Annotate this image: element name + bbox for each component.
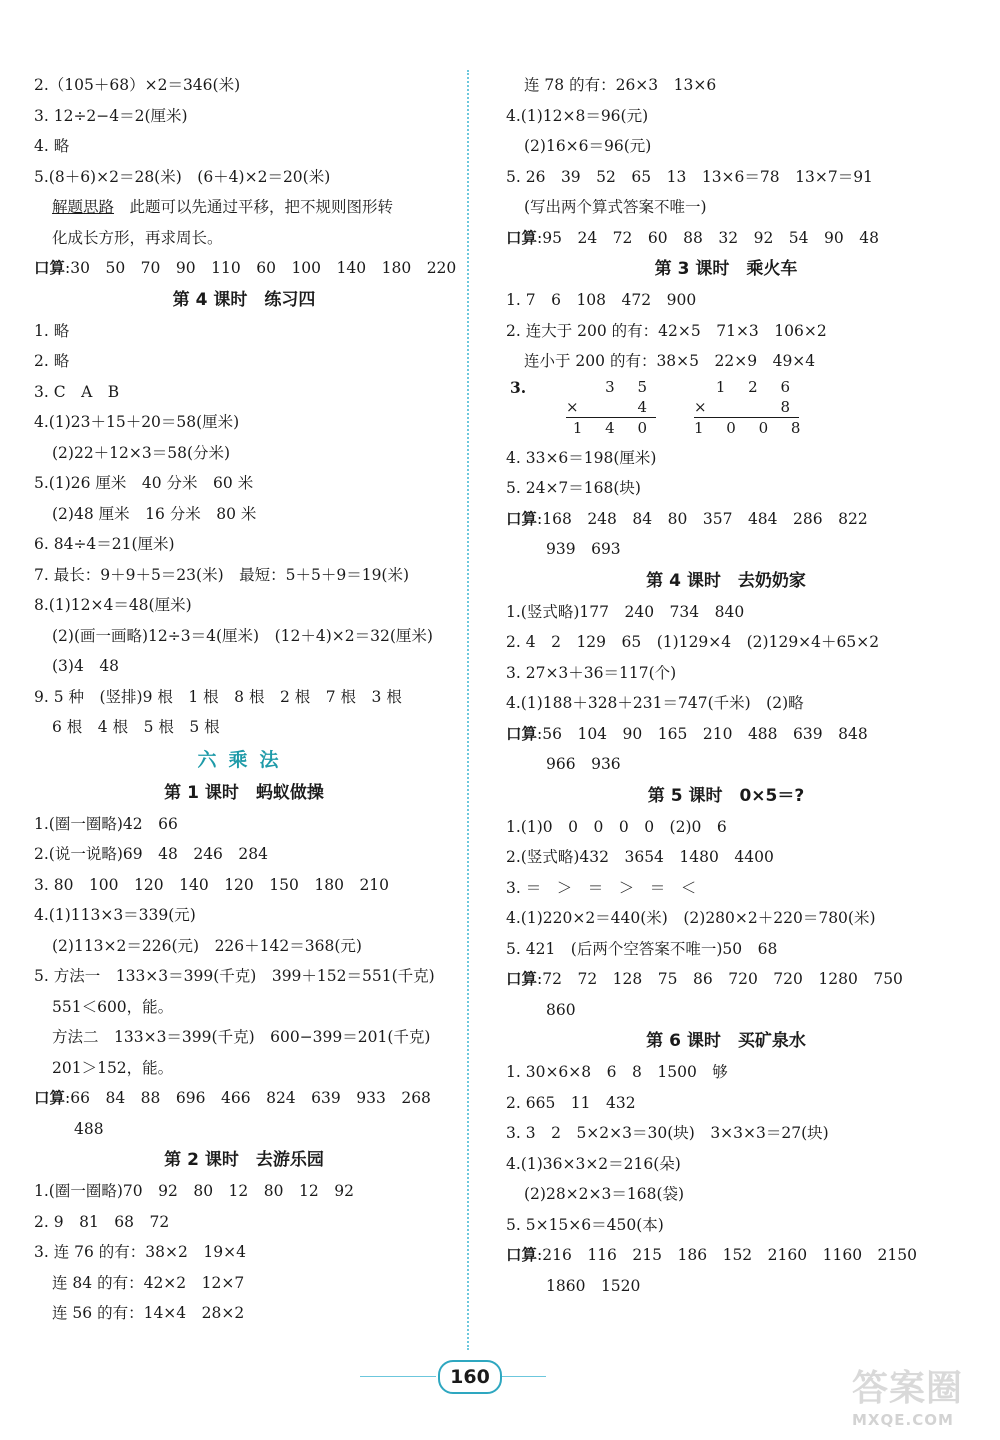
page-number: 160 bbox=[438, 1360, 502, 1394]
answer-line: 1.(1)0 0 0 0 0 (2)0 6 bbox=[506, 817, 727, 836]
answer-line: 1. 30×6×8 6 8 1500 够 bbox=[506, 1063, 728, 1081]
oral-calc-values: :72 72 128 75 86 720 720 1280 750 bbox=[537, 970, 903, 988]
watermark-url: MXQE.COM bbox=[852, 1411, 954, 1429]
calc-multiplier: 8 bbox=[780, 397, 799, 416]
answer-line: (2)28×2×3＝168(袋) bbox=[524, 1185, 685, 1203]
answer-line: 5. 方法一 133×3＝399(千克) 399＋152＝551(千克) bbox=[34, 967, 435, 985]
answer-line: 201＞152，能。 bbox=[52, 1058, 174, 1077]
question-number: 3. bbox=[510, 377, 527, 397]
answer-line: 2. 连大于 200 的有：42×5 71×3 106×2 bbox=[506, 321, 827, 340]
answer-line: (3)4 48 bbox=[52, 657, 120, 675]
answer-line: 2.（105＋68）×2＝346(米) bbox=[34, 76, 241, 94]
oral-calc-label: 口算 bbox=[506, 1245, 538, 1264]
answer-line: 连 78 的有：26×3 13×6 bbox=[524, 76, 717, 94]
answer-line: (写出两个算式答案不唯一) bbox=[524, 198, 707, 216]
answer-line: (2)22＋12×3＝58(分米) bbox=[52, 443, 231, 462]
oral-calc-line bbox=[506, 719, 946, 750]
calc-mult-row bbox=[694, 397, 799, 417]
answer-line: (2)16×6＝96(元) bbox=[524, 137, 652, 155]
answer-line: 551＜600，能。 bbox=[52, 997, 174, 1016]
answer-line: 连 84 的有：42×2 12×7 bbox=[52, 1273, 245, 1292]
calc-top: 1 2 6 bbox=[715, 377, 799, 396]
calc-multiplier: 4 bbox=[637, 397, 656, 416]
oral-calc-values: :56 104 90 165 210 488 639 848 bbox=[537, 724, 868, 743]
vertical-calculations bbox=[506, 377, 946, 439]
answer-line: 5. 24×7＝168(块) bbox=[506, 479, 641, 497]
lesson-heading: 第 6 课时 买矿泉水 bbox=[646, 1031, 806, 1051]
oral-calc-label: 口算 bbox=[506, 969, 538, 988]
answer-line: 4. 略 bbox=[34, 137, 70, 155]
answer-line: 1.(圈一圈略)70 92 80 12 80 12 92 bbox=[34, 1182, 354, 1200]
answer-line: 2. 9 81 68 72 bbox=[34, 1212, 170, 1231]
answer-line: 3. C A B bbox=[34, 382, 120, 401]
right-column bbox=[506, 70, 946, 1301]
answer-line: 9. 5 种 (竖排)9 根 1 根 8 根 2 根 7 根 3 根 bbox=[34, 687, 402, 706]
oral-calc-continued: 488 bbox=[74, 1119, 104, 1138]
lesson-heading: 第 4 课时 练习四 bbox=[172, 289, 316, 310]
oral-calc-values: :66 84 88 696 466 824 639 933 268 bbox=[65, 1089, 431, 1107]
answer-line: 5. 26 39 52 65 13 13×6＝78 13×7＝91 bbox=[506, 167, 873, 186]
answer-line: 4.(1)188＋328＋231＝747(千米) (2)略 bbox=[506, 694, 804, 712]
oral-calc-continued: 939 693 bbox=[546, 540, 621, 558]
answer-line: 5.(8＋6)×2＝28(米) (6＋4)×2＝20(米) bbox=[34, 167, 331, 186]
answer-line: 连小于 200 的有：38×5 22×9 49×4 bbox=[524, 352, 816, 370]
answer-line: 5. 421 (后两个空答案不唯一)50 68 bbox=[506, 939, 778, 958]
lesson-heading: 第 4 课时 去奶奶家 bbox=[646, 570, 806, 591]
answer-line: 4.(1)220×2＝440(米) (2)280×2＋220＝780(米) bbox=[506, 909, 876, 927]
answer-line: 4.(1)12×8＝96(元) bbox=[506, 106, 649, 125]
answer-line: 3. 80 100 120 140 120 150 180 210 bbox=[34, 875, 390, 894]
lesson-heading: 第 1 课时 蚂蚁做操 bbox=[164, 782, 324, 803]
oral-calc-label: 口算 bbox=[506, 227, 538, 247]
oral-calc-label: 口算 bbox=[506, 508, 538, 528]
oral-calc-line bbox=[34, 253, 457, 284]
answer-line: 3. 27×3＋36＝117(个) bbox=[506, 663, 677, 682]
watermark-logo: 答案圈 bbox=[852, 1368, 964, 1409]
watermark bbox=[852, 1360, 982, 1430]
answer-line: 方法二 133×3＝399(千克) 600−399＝201(千克) bbox=[52, 1028, 431, 1046]
answer-line: 4.(1)113×3＝339(元) bbox=[34, 906, 196, 924]
lesson-heading: 第 3 课时 乘火车 bbox=[654, 259, 798, 279]
times-sign: × bbox=[566, 397, 579, 416]
answer-line: 6 根 4 根 5 根 5 根 bbox=[52, 718, 220, 736]
oral-calc-values: :216 116 215 186 152 2160 1160 2150 bbox=[537, 1246, 918, 1264]
vertical-calc-1 bbox=[566, 377, 656, 439]
hint-continued: 化成长方形，再求周长。 bbox=[52, 228, 223, 247]
calc-result: 1 0 0 8 bbox=[694, 418, 810, 437]
oral-calc-line bbox=[506, 1240, 946, 1271]
oral-calc-label: 口算 bbox=[506, 723, 538, 743]
oral-calc-values: :30 50 70 90 110 60 100 140 180 220 bbox=[65, 259, 457, 277]
oral-calc-line bbox=[506, 964, 946, 995]
answer-line: 2. 665 11 432 bbox=[506, 1093, 636, 1112]
oral-calc-label: 口算 bbox=[34, 1088, 66, 1107]
oral-calc-line bbox=[506, 504, 946, 535]
answer-line: 1.(圈一圈略)42 66 bbox=[34, 814, 178, 833]
answer-line: 5.(1)26 厘米 40 分米 60 米 bbox=[34, 474, 254, 492]
answer-line: 2. 略 bbox=[34, 352, 70, 370]
hint-text: 此题可以先通过平移，把不规则图形转 bbox=[114, 198, 394, 216]
column-divider bbox=[467, 70, 469, 1350]
calc-mult-row bbox=[566, 397, 656, 417]
unit-heading: 六乘法 bbox=[197, 748, 291, 771]
answer-line: 6. 84÷4＝21(厘米) bbox=[34, 535, 175, 553]
calc-top: 3 5 bbox=[605, 377, 656, 396]
oral-calc-line bbox=[34, 1083, 454, 1114]
answer-line: 1.(竖式略)177 240 734 840 bbox=[506, 602, 745, 621]
lesson-heading: 第 2 课时 去游乐园 bbox=[164, 1150, 324, 1170]
answer-line: 1. 略 bbox=[34, 321, 70, 340]
answer-line: 3. 3 2 5×2×3＝30(块) 3×3×3＝27(块) bbox=[506, 1124, 829, 1142]
answer-line: 3. ＝ ＞ ＝ ＞ ＝ ＜ bbox=[506, 878, 697, 897]
answer-line: 3. 连 76 的有：38×2 19×4 bbox=[34, 1243, 246, 1261]
oral-calc-line bbox=[506, 223, 946, 254]
answer-line: 5. 5×15×6＝450(本) bbox=[506, 1215, 664, 1234]
answer-line: 3. 12÷2−4＝2(厘米) bbox=[34, 106, 188, 125]
calc-result: 1 4 0 bbox=[566, 417, 656, 438]
oral-calc-label: 口算 bbox=[34, 258, 66, 277]
oral-calc-continued: 966 936 bbox=[546, 755, 621, 773]
answer-line: (2)113×2＝226(元) 226＋142＝368(元) bbox=[52, 936, 362, 955]
answer-line: 7. 最长：9＋9＋5＝23(米) 最短：5＋5＋9＝19(米) bbox=[34, 565, 410, 584]
answer-line: 连 56 的有：14×4 28×2 bbox=[52, 1304, 245, 1322]
answer-line: (2)48 厘米 16 分米 80 米 bbox=[52, 504, 257, 523]
answer-line: 1. 7 6 108 472 900 bbox=[506, 291, 697, 309]
left-column bbox=[34, 70, 457, 1329]
answer-line: 8.(1)12×4＝48(厘米) bbox=[34, 596, 192, 614]
footer-rule-left bbox=[360, 1376, 436, 1377]
hint-line bbox=[34, 192, 454, 223]
times-sign: × bbox=[694, 397, 707, 416]
oral-calc-continued: 1860 1520 bbox=[546, 1276, 641, 1295]
oral-calc-values: :95 24 72 60 88 32 92 54 90 48 bbox=[537, 228, 879, 247]
footer-rule-right bbox=[500, 1376, 546, 1377]
oral-calc-continued: 860 bbox=[546, 1000, 576, 1019]
lesson-heading: 第 5 课时 0×5＝? bbox=[647, 785, 805, 806]
answer-line: 4.(1)36×3×2＝216(朵) bbox=[506, 1154, 681, 1173]
oral-calc-values: :168 248 84 80 357 484 286 822 bbox=[537, 509, 868, 528]
answer-line: 4. 33×6＝198(厘米) bbox=[506, 448, 657, 467]
answer-line: (2)(画一画略)12÷3＝4(厘米) (12＋4)×2＝32(厘米) bbox=[52, 626, 433, 645]
answer-line: 2.(说一说略)69 48 246 284 bbox=[34, 845, 268, 863]
answer-line: 2. 4 2 129 65 (1)129×4 (2)129×4＋65×2 bbox=[506, 633, 880, 651]
answer-line: 2.(竖式略)432 3654 1480 4400 bbox=[506, 848, 774, 866]
vertical-calc-2 bbox=[694, 377, 810, 439]
answer-line: 4.(1)23＋15＋20＝58(厘米) bbox=[34, 413, 240, 431]
hint-label: 解题思路 bbox=[52, 198, 115, 216]
